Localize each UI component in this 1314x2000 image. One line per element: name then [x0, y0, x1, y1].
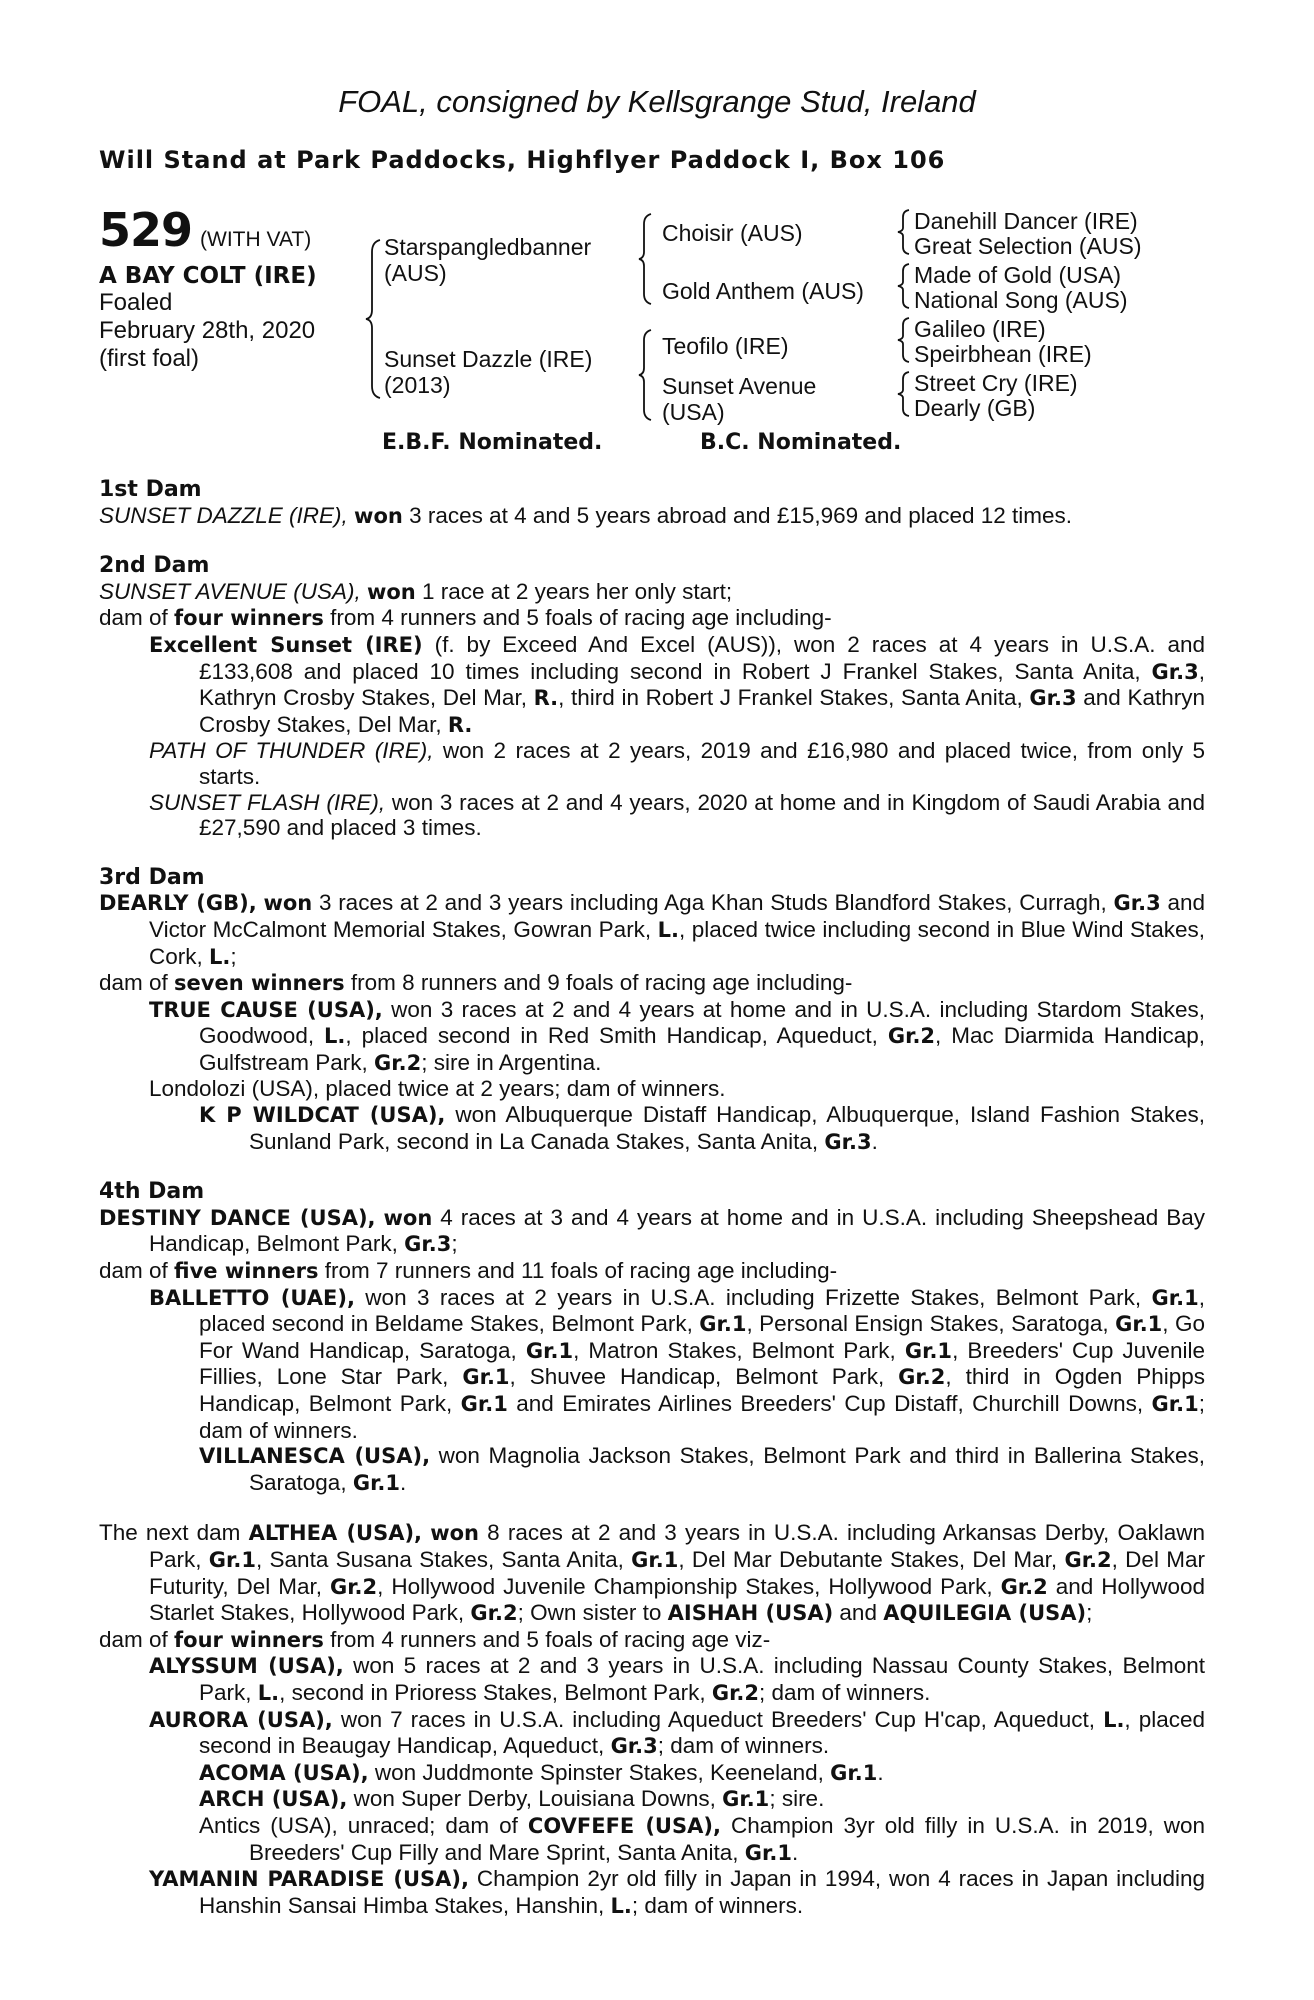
foal-note: (first foal): [99, 344, 200, 372]
dam1-heading: 1st Dam: [99, 477, 202, 502]
ebf-nominated: E.B.F. Nominated.: [382, 430, 603, 455]
vat-note: (WITH VAT): [200, 228, 312, 251]
dam3-produce-summary: dam of seven winners from 8 runners and 9 foals of racing age including-: [99, 970, 853, 996]
lot-description: A BAY COLT (IRE): [99, 262, 317, 289]
dam2-record: SUNSET AVENUE (USA), won 1 race at 2 years her only start;: [99, 578, 733, 604]
dam4-heading: 4th Dam: [99, 1179, 205, 1205]
dam3-progeny-2: Londolozi (USA), placed twice at 2 years; dam of winners.: [149, 1076, 726, 1102]
foaled-label: Foaled: [99, 289, 173, 317]
dam5-produce-summary: dam of four winners from 4 runners and 5 foals of racing age viz-: [99, 1626, 771, 1652]
dam5-progeny-2-foal-1: ACOMA (USA), won Juddmonte Spinster Stakes, Keeneland, Gr.1.: [199, 1759, 884, 1785]
bc-nominated: B.C. Nominated.: [700, 430, 902, 455]
gsire-brace-1: [896, 208, 912, 256]
dam2-progeny-3: SUNSET FLASH (IRE), won 3 races at 2 and 4 years, 2020 at home and in Kingdom of Saudi Arabia and £27,590 and placed 3 times.: [149, 789, 1205, 841]
sire-name: Starspangledbanner (AUS): [384, 234, 592, 287]
sire-brace: [637, 212, 655, 306]
dam4-record: DESTINY DANCE (USA), won 4 races at 3 and 4 years at home and in U.S.A. including Sheepshead Bay Handicap, Belmont Park, Gr.3;: [99, 1204, 1205, 1257]
dam-brace: [637, 328, 655, 422]
consignment-title: FOAL, consigned by Kellsgrange Stud, Ireland: [338, 84, 976, 119]
dam-name: Sunset Dazzle (IRE) (2013): [384, 346, 593, 399]
dam5-progeny-3: YAMANIN PARADISE (USA), Champion 2yr old filly in Japan in 1994, won 4 races in Japan including Hanshin Sansai Himba Stakes, Hanshin, L.; dam of winners.: [149, 1866, 1205, 1918]
dam5-progeny-2-foal-3: Antics (USA), unraced; dam of COVFEFE (USA), Champion 3yr old filly in U.S.A. in 2019, won Breeders' Cup Filly and Mare Sprint, Santa Anita, Gr.1.: [199, 1812, 1205, 1865]
gg-2: Great Selection (AUS): [914, 233, 1142, 259]
gg-6: Speirbhean (IRE): [914, 341, 1092, 367]
dam4-produce-summary: dam of five winners from 7 runners and 11 foals of racing age including-: [99, 1258, 838, 1284]
dam4-progeny-1-foal: VILLANESCA (USA), won Magnolia Jackson Stakes, Belmont Park and third in Ballerina Stakes, Saratoga, Gr.1.: [199, 1443, 1206, 1495]
dam5-record: The next dam ALTHEA (USA), won 8 races at 2 and 3 years in U.S.A. including Arkansas Derby, Oaklawn Park, Gr.1, Santa Susana Stakes, Santa Anita, Gr.1, Del Mar Debutante Stakes, Del Mar, Gr.2, Del Mar Futurity, Del Mar, Gr.2, Hollywood Juvenile Championship Stakes, Hollywood Park, Gr.2 and Hollywood Starlet Stakes, Hollywood Park, Gr.2; Own sister to AISHAH (USA) and AQUILEGIA (USA);: [99, 1520, 1205, 1626]
sire-sire: Choisir (AUS): [662, 220, 803, 246]
dam5-progeny-2: AURORA (USA), won 7 races in U.S.A. including Aqueduct Breeders' Cup H'cap, Aqueduct, L., placed second in Beaugay Handicap, Aqueduct, Gr.3; dam of winners.: [149, 1706, 1205, 1759]
dam3-progeny-2-foal: K P WILDCAT (USA), won Albuquerque Distaff Handicap, Albuquerque, Island Fashion Stakes, Sunland Park, second in La Canada Stakes, Santa Anita, Gr.3.: [199, 1102, 1205, 1154]
gsire-brace-4: [896, 370, 912, 418]
dam2-progeny-1: Excellent Sunset (IRE) (f. by Exceed And Excel (AUS)), won 2 races at 4 years in U.S.A. and £133,608 and placed 10 times including second in Robert J Frankel Stakes, Santa Anita, Gr.3, Kathryn Crosby Stakes, Del Mar, R., third in Robert J Frankel Stakes, Santa Anita, Gr.3 and Kathryn Crosby Stakes, Del Mar, R.: [149, 631, 1205, 737]
dam-dam: Sunset Avenue (USA): [662, 373, 817, 426]
stand-location: Will Stand at Park Paddocks, Highflyer Paddock I, Box 106: [99, 146, 946, 174]
gg-4: National Song (AUS): [914, 287, 1128, 313]
dam5-progeny-1: ALYSSUM (USA), won 5 races at 2 and 3 years in U.S.A. including Nassau County Stakes, Belmont Park, L., second in Prioress Stakes, Belmont Park, Gr.2; dam of winners.: [149, 1653, 1205, 1705]
dam3-progeny-1: TRUE CAUSE (USA), won 3 races at 2 and 4 years at home and in U.S.A. including Stardom Stakes, Goodwood, L., placed second in Red Smith Handicap, Aqueduct, Gr.2, Mac Diarmida Handicap, Gulfstream Park, Gr.2; sire in Argentina.: [149, 996, 1205, 1075]
gg-8: Dearly (GB): [914, 395, 1036, 421]
dam2-progeny-2: PATH OF THUNDER (IRE), won 2 races at 2 years, 2019 and £16,980 and placed twice, from only 5 starts.: [149, 738, 1205, 789]
gg-3: Made of Gold (USA): [914, 262, 1122, 288]
foaled-date: February 28th, 2020: [99, 316, 316, 344]
dam5-progeny-2-foal-2: ARCH (USA), won Super Derby, Louisiana Downs, Gr.1; sire.: [199, 1786, 825, 1812]
gsire-brace-3: [896, 316, 912, 364]
lot-number: 529: [99, 203, 193, 257]
dam3-record: DEARLY (GB), won 3 races at 2 and 3 years including Aga Khan Studs Blandford Stakes, Curragh, Gr.3 and Victor McCalmont Memorial Stakes, Gowran Park, L., placed twice including second in Blue Wind Stakes, Cork, L.;: [99, 890, 1205, 969]
dam2-produce-summary: dam of four winners from 4 runners and 5 foals of racing age including-: [99, 605, 832, 631]
gg-5: Galileo (IRE): [914, 316, 1046, 342]
lot-block: [99, 204, 369, 372]
sire-dam: Gold Anthem (AUS): [662, 278, 864, 304]
dam3-heading: 3rd Dam: [99, 864, 205, 890]
sire-dam-brace: [364, 238, 384, 400]
produce-record: [99, 477, 1205, 1919]
dam1-record: SUNSET DAZZLE (IRE), won 3 races at 4 and 5 years abroad and £15,969 and placed 12 times.: [99, 502, 1073, 528]
dam2-heading: 2nd Dam: [99, 553, 210, 579]
dam-sire: Teofilo (IRE): [662, 333, 789, 359]
gg-7: Street Cry (IRE): [914, 370, 1078, 396]
gg-1: Danehill Dancer (IRE): [914, 208, 1138, 234]
gsire-brace-2: [896, 262, 912, 310]
dam4-progeny-1: BALLETTO (UAE), won 3 races at 2 years in U.S.A. including Frizette Stakes, Belmont Park, Gr.1, placed second in Beldame Stakes, Belmont Park, Gr.1, Personal Ensign Stakes, Saratoga, Gr.1, Go For Wand Handicap, Saratoga, Gr.1, Matron Stakes, Belmont Park, Gr.1, Breeders' Cup Juvenile Fillies, Lone Star Park, Gr.1, Shuvee Handicap, Belmont Park, Gr.2, third in Ogden Phipps Handicap, Belmont Park, Gr.1 and Emirates Airlines Breeders' Cup Distaff, Churchill Downs, Gr.1; dam of winners.: [149, 1284, 1206, 1443]
